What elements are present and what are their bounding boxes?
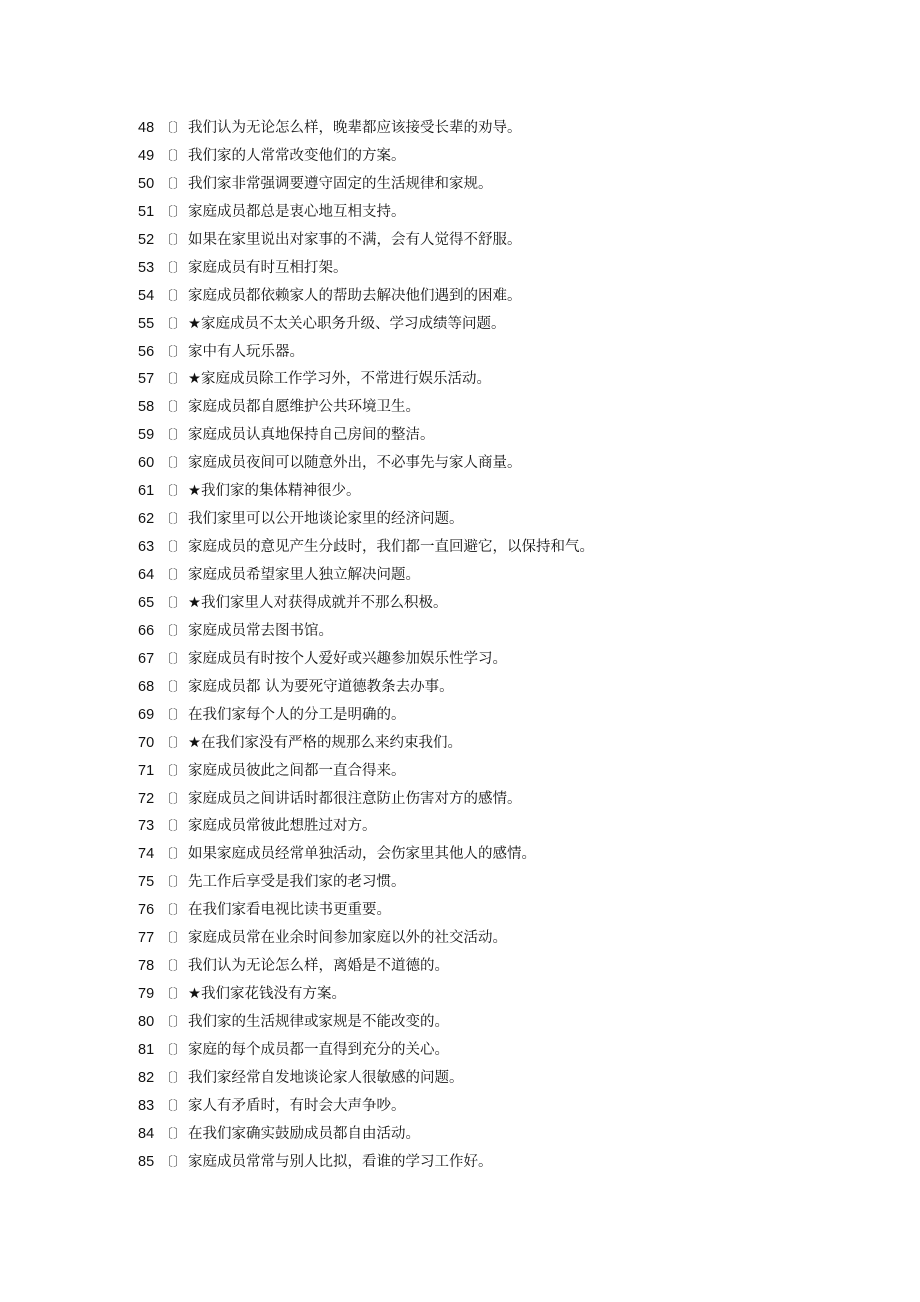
question-text: 我们家的人常常改变他们的方案。 xyxy=(188,147,406,164)
question-text: 在我们家每个人的分工是明确的。 xyxy=(188,706,406,723)
question-text: 家庭成员都依赖家人的帮助去解决他们遇到的困难。 xyxy=(188,287,522,304)
question-item xyxy=(138,1093,594,1121)
question-text: 家庭成员彼此之间都一直合得来。 xyxy=(188,762,406,779)
question-text: 家庭成员希望家里人独立解决问题。 xyxy=(188,567,420,583)
question-item xyxy=(138,869,594,897)
answer-bracket: 〔〕 xyxy=(160,763,187,779)
question-text: 家庭成员常彼此想胜过对方。 xyxy=(188,818,377,835)
question-item xyxy=(138,702,594,730)
question-number: 57 xyxy=(138,371,155,388)
question-text: 家庭成员都 认为要死守道德教条去办事。 xyxy=(188,678,454,695)
question-text: 我们家的生活规律或家规是不能改变的。 xyxy=(188,1014,449,1030)
question-number: 64 xyxy=(138,567,155,583)
answer-bracket: 〔〕 xyxy=(160,372,187,388)
answer-bracket: 〔〕 xyxy=(160,1015,187,1030)
question-item xyxy=(138,618,594,646)
question-text: 我们家非常强调要遵守固定的生活规律和家规。 xyxy=(188,175,493,192)
question-text: ★家庭成员不太关心职务升级、学习成绩等问题。 xyxy=(188,315,506,332)
question-text: 家庭成员认真地保持自己房间的整洁。 xyxy=(188,427,435,444)
question-item xyxy=(138,758,594,786)
question-item xyxy=(138,813,594,841)
question-number: 72 xyxy=(138,790,155,807)
question-text: 家庭成员有时按个人爱好或兴趣参加娱乐性学习。 xyxy=(188,650,507,667)
answer-bracket: 〔〕 xyxy=(160,568,187,583)
question-item xyxy=(138,1037,594,1065)
answer-bracket: 〔〕 xyxy=(160,121,187,136)
question-item xyxy=(138,674,594,702)
question-number: 51 xyxy=(138,203,155,220)
question-text: 我们家经常自发地谈论家人很敏感的问题。 xyxy=(188,1069,464,1086)
answer-bracket: 〔〕 xyxy=(160,707,187,723)
answer-bracket: 〔〕 xyxy=(160,1126,187,1142)
question-item xyxy=(138,1009,594,1037)
question-number: 73 xyxy=(138,818,155,835)
question-number: 74 xyxy=(138,846,155,863)
answer-bracket: 〔〕 xyxy=(160,232,187,248)
question-number: 63 xyxy=(138,539,155,556)
question-item xyxy=(138,115,594,143)
answer-bracket: 〔〕 xyxy=(160,1070,187,1086)
question-item xyxy=(138,1065,594,1093)
question-number: 58 xyxy=(138,399,155,416)
question-number: 70 xyxy=(138,734,155,751)
answer-bracket: 〔〕 xyxy=(160,540,187,556)
answer-bracket: 〔〕 xyxy=(160,456,187,472)
question-item xyxy=(138,953,594,981)
question-text: 家庭成员常常与别人比拟，看谁的学习工作好。 xyxy=(188,1153,493,1170)
question-number: 59 xyxy=(138,427,155,444)
question-item xyxy=(138,590,594,618)
question-text: 家庭成员有时互相打架。 xyxy=(188,259,348,276)
question-item xyxy=(138,730,594,758)
question-item xyxy=(138,925,594,953)
question-item xyxy=(138,506,594,534)
question-text: 家庭成员的意见产生分歧时，我们都一直回避它，以保持和气。 xyxy=(188,539,594,556)
answer-bracket: 〔〕 xyxy=(160,484,187,500)
question-item xyxy=(138,143,594,171)
answer-bracket: 〔〕 xyxy=(160,512,187,528)
question-item xyxy=(138,311,594,339)
answer-bracket: 〔〕 xyxy=(160,400,187,416)
question-number: 61 xyxy=(138,483,155,500)
question-text: 家庭成员之间讲话时都很注意防止伤害对方的感情。 xyxy=(188,790,522,807)
question-number: 55 xyxy=(138,315,155,332)
question-item xyxy=(138,841,594,869)
answer-bracket: 〔〕 xyxy=(160,1154,187,1170)
answer-bracket: 〔〕 xyxy=(160,288,187,304)
answer-bracket: 〔〕 xyxy=(160,316,187,332)
question-number: 62 xyxy=(138,511,155,528)
question-number: 81 xyxy=(138,1041,155,1058)
answer-bracket: 〔〕 xyxy=(160,344,187,360)
answer-bracket: 〔〕 xyxy=(160,819,187,835)
question-number: 60 xyxy=(138,455,155,472)
question-number: 75 xyxy=(138,874,155,891)
question-text: ★我们家花钱没有方案。 xyxy=(188,986,346,1003)
question-number: 53 xyxy=(138,259,155,276)
answer-bracket: 〔〕 xyxy=(160,651,187,667)
question-number: 80 xyxy=(138,1014,155,1030)
question-text: 我们认为无论怎么样，晚辈都应该接受长辈的劝导。 xyxy=(188,120,522,136)
question-text: 家庭成员常去图书馆。 xyxy=(188,622,333,639)
question-number: 49 xyxy=(138,147,155,164)
question-list xyxy=(138,115,594,1177)
question-item xyxy=(138,422,594,450)
question-number: 69 xyxy=(138,706,155,723)
question-item xyxy=(138,255,594,283)
question-number: 83 xyxy=(138,1097,155,1114)
question-text: 我们认为无论怎么样，离婚是不道德的。 xyxy=(188,958,449,975)
answer-bracket: 〔〕 xyxy=(160,875,187,891)
answer-bracket: 〔〕 xyxy=(160,987,187,1003)
question-number: 50 xyxy=(138,175,155,192)
question-item xyxy=(138,366,594,394)
question-number: 48 xyxy=(138,120,155,136)
answer-bracket: 〔〕 xyxy=(160,679,187,695)
answer-bracket: 〔〕 xyxy=(160,176,187,192)
answer-bracket: 〔〕 xyxy=(160,735,187,751)
question-number: 78 xyxy=(138,958,155,975)
question-item xyxy=(138,562,594,590)
question-text: 我们家里可以公开地谈论家里的经济问题。 xyxy=(188,511,464,528)
question-text: 家庭成员常在业余时间参加家庭以外的社交活动。 xyxy=(188,930,507,947)
question-item xyxy=(138,1121,594,1149)
answer-bracket: 〔〕 xyxy=(160,595,187,611)
question-number: 71 xyxy=(138,762,155,779)
question-item xyxy=(138,534,594,562)
question-number: 66 xyxy=(138,622,155,639)
question-text: 家人有矛盾时，有时会大声争吵。 xyxy=(188,1097,406,1114)
question-text: ★我们家里人对获得成就并不那么积极。 xyxy=(188,594,448,611)
question-number: 54 xyxy=(138,287,155,304)
question-item xyxy=(138,394,594,422)
question-item xyxy=(138,283,594,311)
question-text: 如果家庭成员经常单独活动，会伤家里其他人的感情。 xyxy=(188,846,536,863)
question-number: 76 xyxy=(138,902,155,919)
question-number: 65 xyxy=(138,594,155,611)
answer-bracket: 〔〕 xyxy=(160,428,187,444)
question-number: 56 xyxy=(138,343,155,360)
answer-bracket: 〔〕 xyxy=(160,623,187,639)
question-text: ★我们家的集体精神很少。 xyxy=(188,483,361,500)
question-text: 家庭的每个成员都一直得到充分的关心。 xyxy=(188,1041,449,1058)
question-item xyxy=(138,786,594,814)
question-text: ★在我们家没有严格的规那么来约束我们。 xyxy=(188,734,462,751)
question-item xyxy=(138,339,594,367)
question-item xyxy=(138,897,594,925)
question-number: 82 xyxy=(138,1069,155,1086)
question-number: 67 xyxy=(138,650,155,667)
answer-bracket: 〔〕 xyxy=(160,847,187,863)
question-text: 在我们家确实鼓励成员都自由活动。 xyxy=(188,1125,420,1142)
question-item xyxy=(138,171,594,199)
answer-bracket: 〔〕 xyxy=(160,204,187,220)
answer-bracket: 〔〕 xyxy=(160,959,187,975)
question-text: ★家庭成员除工作学习外，不常进行娱乐活动。 xyxy=(188,371,491,388)
question-text: 在我们家看电视比读书更重要。 xyxy=(188,902,391,919)
question-text: 家中有人玩乐器。 xyxy=(188,343,304,360)
answer-bracket: 〔〕 xyxy=(160,903,187,919)
answer-bracket: 〔〕 xyxy=(160,931,187,947)
question-item xyxy=(138,981,594,1009)
question-number: 79 xyxy=(138,986,155,1003)
question-text: 家庭成员都总是衷心地互相支持。 xyxy=(188,203,406,220)
question-number: 84 xyxy=(138,1125,155,1142)
question-item xyxy=(138,450,594,478)
question-item xyxy=(138,199,594,227)
question-number: 52 xyxy=(138,231,155,248)
question-item xyxy=(138,478,594,506)
question-item xyxy=(138,1149,594,1177)
answer-bracket: 〔〕 xyxy=(160,148,187,164)
answer-bracket: 〔〕 xyxy=(160,1042,187,1058)
question-number: 77 xyxy=(138,930,155,947)
question-text: 如果在家里说出对家事的不满，会有人觉得不舒服。 xyxy=(188,231,522,248)
answer-bracket: 〔〕 xyxy=(160,1098,187,1114)
question-number: 68 xyxy=(138,678,155,695)
answer-bracket: 〔〕 xyxy=(160,260,187,276)
answer-bracket: 〔〕 xyxy=(160,791,187,807)
question-number: 85 xyxy=(138,1153,155,1170)
question-text: 家庭成员都自愿维护公共环境卫生。 xyxy=(188,399,420,416)
question-text: 家庭成员夜间可以随意外出，不必事先与家人商量。 xyxy=(188,455,522,472)
question-text: 先工作后享受是我们家的老习惯。 xyxy=(188,874,406,891)
question-item xyxy=(138,227,594,255)
question-item xyxy=(138,646,594,674)
